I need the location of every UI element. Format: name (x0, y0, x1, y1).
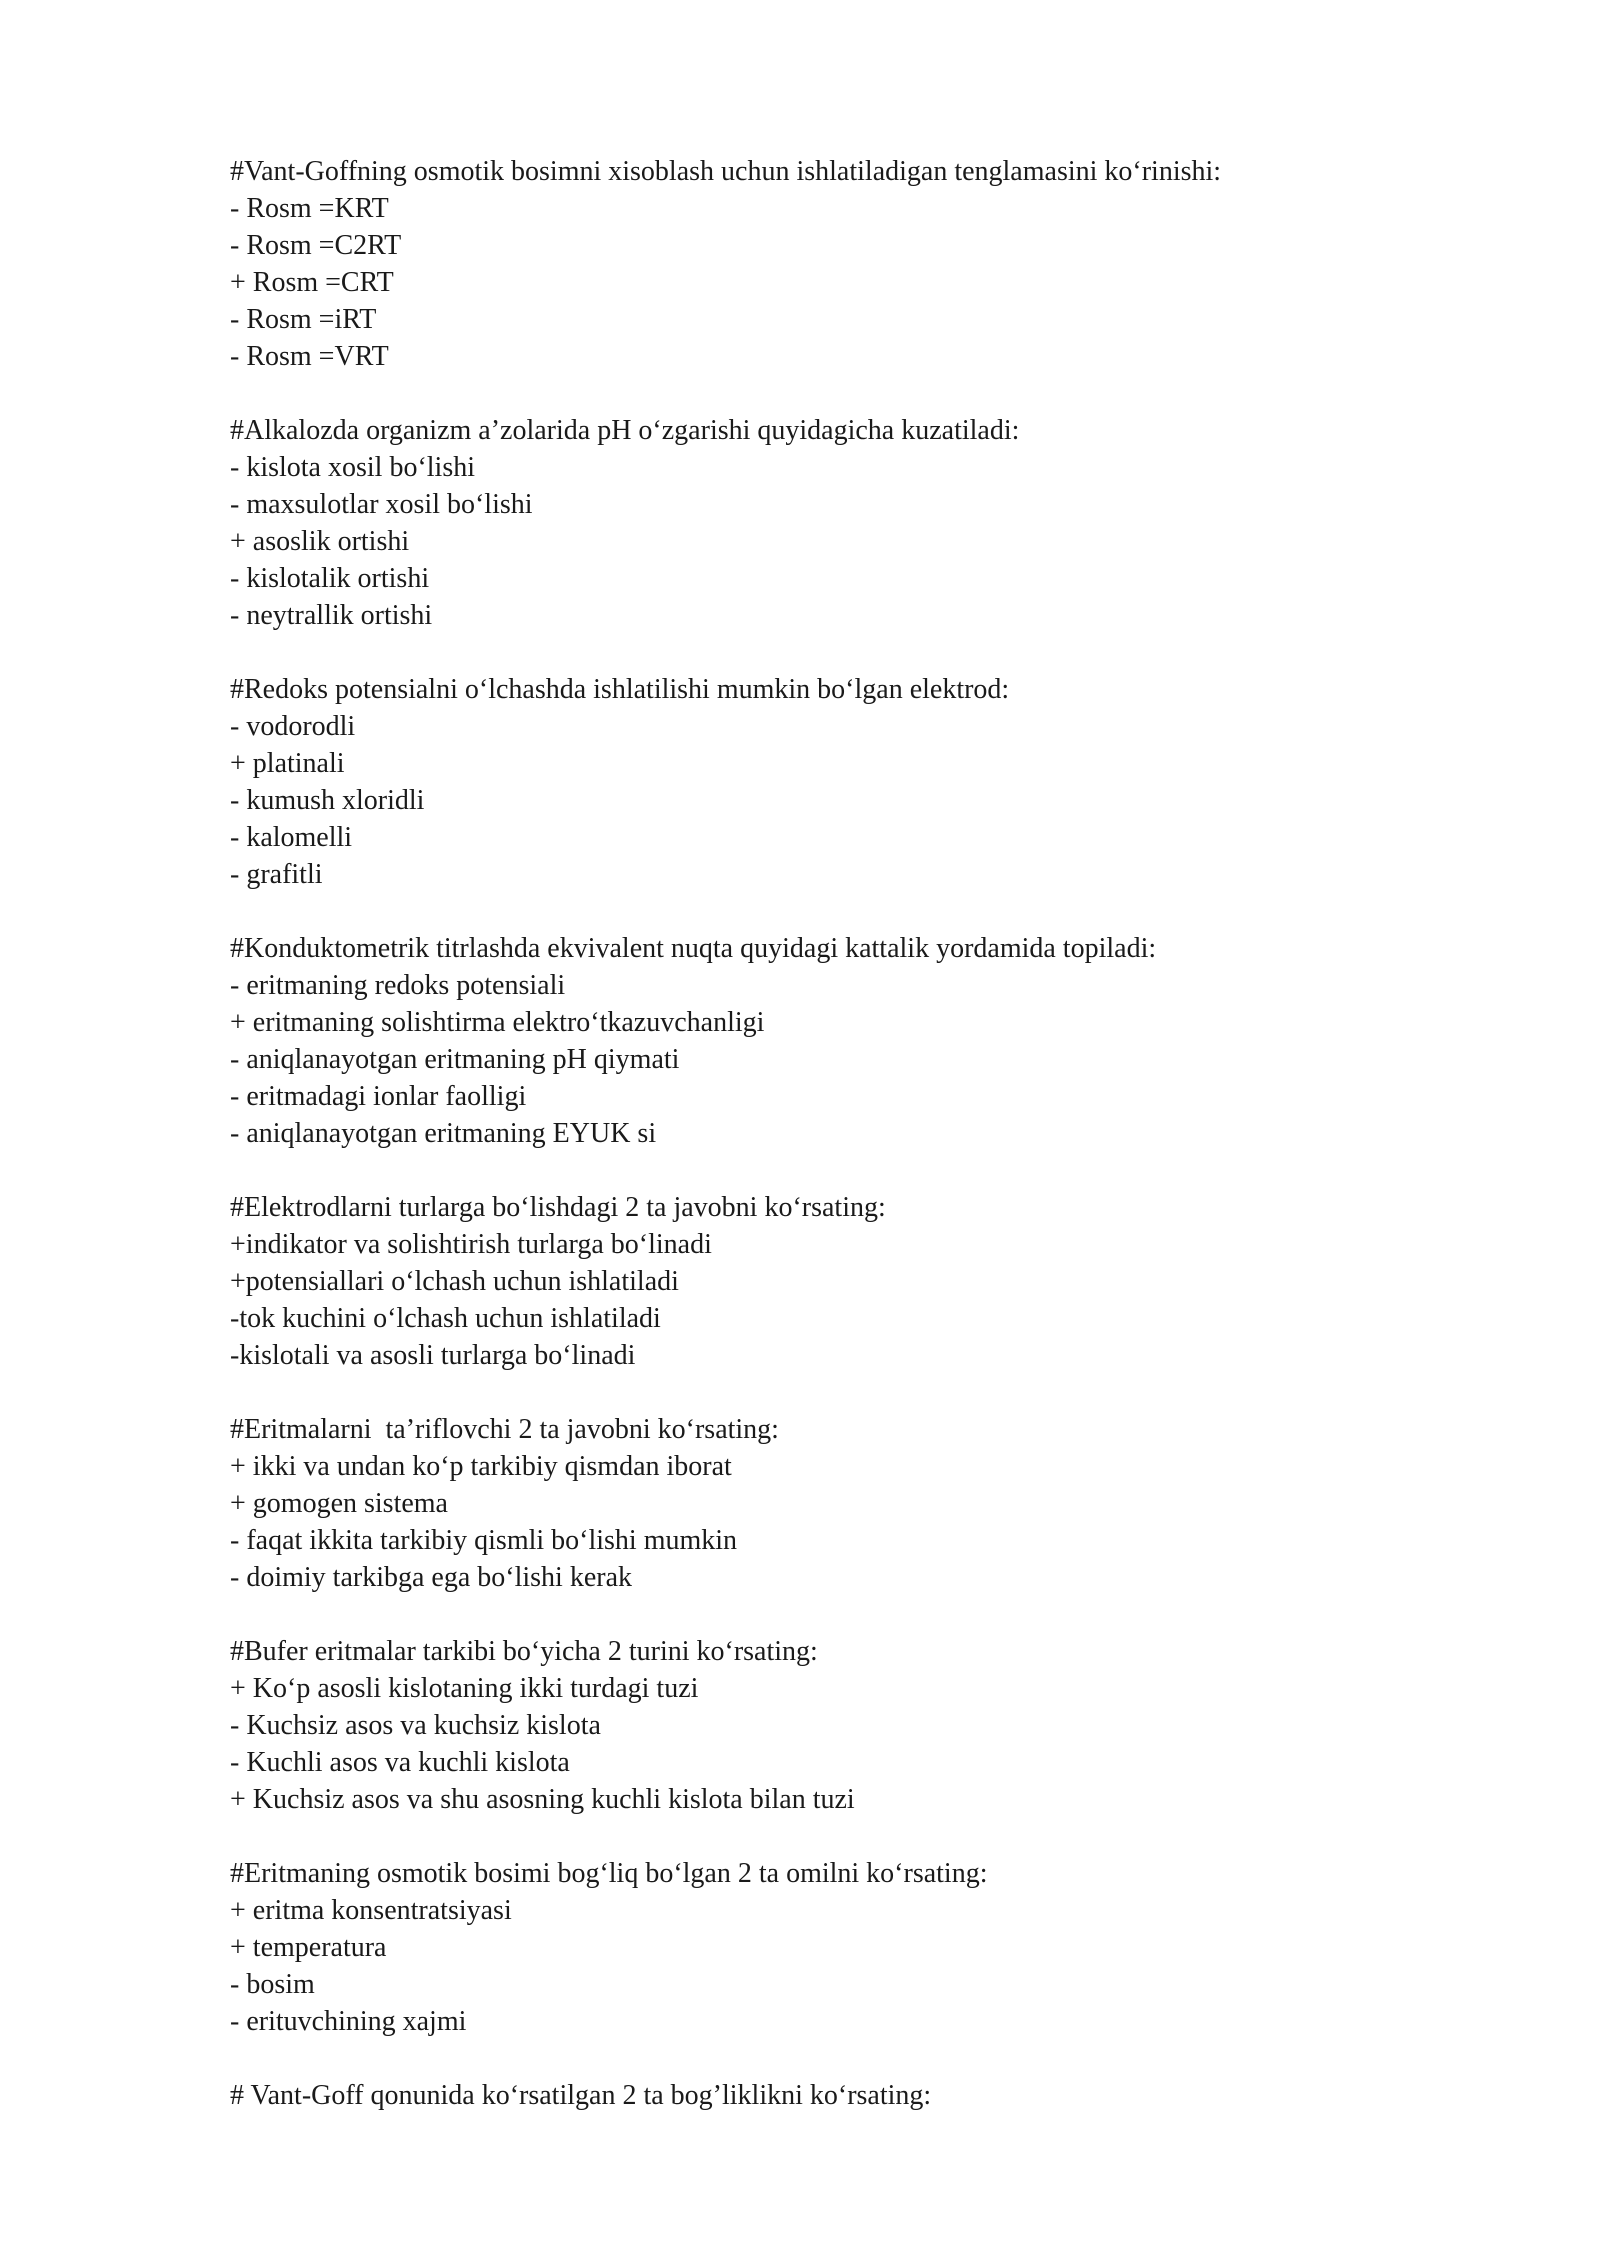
answer-option: - faqat ikkita tarkibiy qismli boʻlishi mumkin (230, 1525, 738, 1556)
question-title: #Elektrodlarni turlarga boʻlishdagi 2 ta javobni koʻrsating: (230, 1192, 886, 1223)
answer-option: - Kuchli asos va kuchli kislota (230, 1747, 570, 1778)
answer-option: + ikki va undan koʻp tarkibiy qismdan iborat (230, 1451, 732, 1482)
question-title: #Eritmalarni ta’riflovchi 2 ta javobni koʻrsating: (230, 1414, 779, 1445)
answer-option: - Rosm =C2RT (230, 230, 402, 261)
answer-option: + temperatura (230, 1932, 387, 1963)
answer-option: -tok kuchini oʻlchash uchun ishlatiladi (230, 1303, 661, 1334)
answer-option: + gomogen sistema (230, 1488, 448, 1519)
question-title: #Redoks potensialni oʻlchashda ishlatilishi mumkin boʻlgan elektrod: (230, 674, 1010, 705)
answer-option: + eritmaning solishtirma elektroʻtkazuvchanligi (230, 1007, 765, 1038)
question-title: #Alkalozda organizm a’zolarida pH oʻzgarishi quyidagicha kuzatiladi: (230, 415, 1020, 446)
answer-option: + platinali (230, 748, 345, 779)
question-block (230, 1411, 1480, 1596)
answer-option: + asoslik ortishi (230, 526, 410, 557)
question-block (230, 671, 1480, 893)
answer-option: + Koʻp asosli kislotaning ikki turdagi tuzi (230, 1673, 699, 1704)
question-block (230, 2077, 1480, 2114)
question-title: #Konduktometrik titrlashda ekvivalent nuqta quyidagi kattalik yordamida topiladi: (230, 933, 1157, 964)
answer-option: - kalomelli (230, 822, 353, 853)
answer-option: + Rosm =CRT (230, 267, 394, 298)
question-block (230, 1189, 1480, 1374)
answer-option: - Kuchsiz asos va kuchsiz kislota (230, 1710, 601, 1741)
question-block (230, 930, 1480, 1152)
answer-option: - doimiy tarkibga ega boʻlishi kerak (230, 1562, 632, 1593)
answer-option: - eritmadagi ionlar faolligi (230, 1081, 527, 1112)
question-title: #Bufer eritmalar tarkibi boʻyicha 2 turini koʻrsating: (230, 1636, 818, 1667)
answer-option: - aniqlanayotgan eritmaning EYUK si (230, 1118, 657, 1149)
answer-option: - neytrallik ortishi (230, 600, 433, 631)
answer-option: - grafitli (230, 859, 323, 890)
question-title: #Vant-Goffning osmotik bosimni xisoblash uchun ishlatiladigan tenglamasini koʻrinishi: (230, 156, 1222, 187)
question-block (230, 1633, 1480, 1818)
answer-option: - Rosm =KRT (230, 193, 389, 224)
answer-option: +potensiallari oʻlchash uchun ishlatiladi (230, 1266, 679, 1297)
answer-option: - kislota xosil boʻlishi (230, 452, 475, 483)
question-title: #Eritmaning osmotik bosimi bogʻliq boʻlgan 2 ta omilni koʻrsating: (230, 1858, 988, 1889)
answer-option: - kislotalik ortishi (230, 563, 430, 594)
answer-option: - erituvchining xajmi (230, 2006, 467, 2037)
answer-option: +indikator va solishtirish turlarga boʻlinadi (230, 1229, 712, 1260)
answer-option: + Kuchsiz asos va shu asosning kuchli kislota bilan tuzi (230, 1784, 855, 1815)
answer-option: + eritma konsentratsiyasi (230, 1895, 512, 1926)
answer-option: - maxsulotlar xosil boʻlishi (230, 489, 533, 520)
answer-option: - bosim (230, 1969, 315, 2000)
answer-option: - kumush xloridli (230, 785, 425, 816)
question-block (230, 412, 1480, 634)
question-block (230, 1855, 1480, 2040)
document-page (230, 153, 1480, 2151)
answer-option: - eritmaning redoks potensiali (230, 970, 566, 1001)
answer-option: - aniqlanayotgan eritmaning pH qiymati (230, 1044, 680, 1075)
answer-option: -kislotali va asosli turlarga boʻlinadi (230, 1340, 636, 1371)
question-block (230, 153, 1480, 375)
answer-option: - vodorodli (230, 711, 356, 742)
answer-option: - Rosm =VRT (230, 341, 389, 372)
answer-option: - Rosm =iRT (230, 304, 377, 335)
question-title: # Vant-Goff qonunida koʻrsatilgan 2 ta bog’liklikni koʻrsating: (230, 2080, 932, 2111)
